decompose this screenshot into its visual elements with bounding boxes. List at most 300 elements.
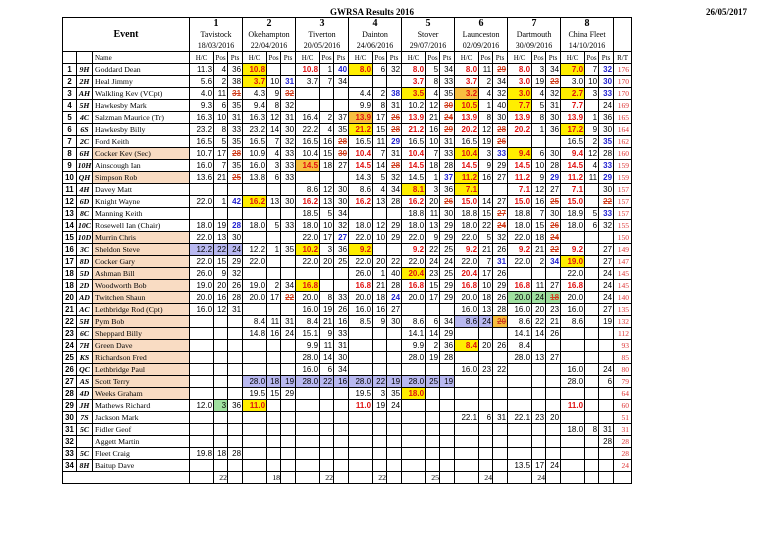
venue-8-pts-cell: 30: [599, 184, 614, 196]
venue-4-hc-cell: 16.2: [349, 196, 373, 208]
venue-2-pos-cell: [267, 64, 281, 76]
venue-4-pts-cell: [387, 424, 402, 436]
venue-2-pos-cell: [267, 304, 281, 316]
venue-name: China Fleet: [568, 30, 606, 39]
venue-3-pos-cell: 4: [320, 124, 334, 136]
venue-4-hc-cell: [349, 412, 373, 424]
venue-1-pos-cell: [214, 184, 228, 196]
venue-4-pos-cell: 8: [373, 100, 387, 112]
venue-7-pts-cell: 24: [546, 232, 561, 244]
venue-6-pos-cell: 24: [479, 316, 493, 328]
venue-6-hc-cell: 3.7: [455, 76, 479, 88]
position-cell: 6: [63, 124, 77, 136]
table-row: [63, 316, 632, 328]
venue-7-pts-cell: 30: [546, 148, 561, 160]
venue-7-entrants-total: 24: [532, 472, 546, 484]
venue-5-hc-cell: 21.2: [402, 124, 426, 136]
venue-8-pos-cell: [585, 352, 599, 364]
venue-7-pts-cell: 28: [546, 160, 561, 172]
venue-1-hc-cell: 23.2: [190, 124, 214, 136]
venue-8-pos-cell: [585, 448, 599, 460]
venue-2-pts-cell: [281, 340, 296, 352]
player-name-cell: Davey Matt: [93, 184, 190, 196]
venue-1-pos-cell: 19: [214, 220, 228, 232]
venue-1-pts-cell: 32: [228, 268, 243, 280]
venue-7-pts-cell: 20: [546, 412, 561, 424]
venue-header-2: [243, 18, 296, 52]
venue-5-pos-cell: 2: [426, 340, 440, 352]
rt-total-cell: 140: [614, 292, 632, 304]
handicap-code-cell: 8D: [77, 256, 93, 268]
hc-header: H/C: [243, 52, 267, 64]
venue-3-hc-cell: [296, 400, 320, 412]
venue-1-pts-cell: [228, 184, 243, 196]
venue-5-pts-cell: 29: [440, 124, 455, 136]
venue-7-pos-cell: 4: [532, 88, 546, 100]
table-row: [63, 112, 632, 124]
venue-3-pos-cell: 8: [320, 292, 334, 304]
venue-5-hc-cell: 20.4: [402, 268, 426, 280]
venue-4-pts-cell: [387, 352, 402, 364]
venue-1-pos-cell: [214, 208, 228, 220]
handicap-code-cell: AS: [77, 376, 93, 388]
venue-2-pts-cell: 32: [281, 100, 296, 112]
hc-header: H/C: [561, 52, 585, 64]
venue-2-pts-cell: 33: [281, 220, 296, 232]
venue-5-pos-cell: [426, 364, 440, 376]
venue-4-pos-cell: 17: [373, 112, 387, 124]
venue-4-pts-cell: [387, 448, 402, 460]
venue-2-pts-cell: [281, 232, 296, 244]
venue-2-pts-cell: [281, 268, 296, 280]
venue-6-hc-cell: 16.0: [455, 364, 479, 376]
venue-2-pts-cell: [281, 436, 296, 448]
venue-1-pts-cell: [228, 328, 243, 340]
venue-number: 7: [531, 18, 537, 29]
table-row: [63, 424, 632, 436]
venue-1-pts-cell: [228, 208, 243, 220]
venue-header-row: [63, 18, 632, 52]
handicap-code-cell: KS: [77, 352, 93, 364]
venue-7-pts-cell: 30: [546, 208, 561, 220]
venue-1-pos-cell: [214, 364, 228, 376]
venue-2-hc-cell: 9.4: [243, 100, 267, 112]
venue-2-hc-cell: 4.3: [243, 88, 267, 100]
venue-7-hc-cell: 8.0: [508, 64, 532, 76]
venue-5-hc-cell: 10.2: [402, 100, 426, 112]
venue-4-hc-cell: [349, 352, 373, 364]
venue-3-pts-cell: [334, 400, 349, 412]
venue-7-pts-cell: [546, 268, 561, 280]
rt-total-cell: 149: [614, 244, 632, 256]
venue-2-hc-cell: [243, 436, 267, 448]
handicap-code-cell: 10H: [77, 160, 92, 170]
venue-5-pos-cell: [426, 388, 440, 400]
venue-2-pts-cell: 29: [281, 388, 296, 400]
venue-1-hc-cell: [190, 412, 214, 424]
player-name-cell: Sheppard Billy: [93, 328, 190, 340]
venue-6-hc-cell: 8.4: [455, 340, 479, 352]
venue-8-hc-cell: 16.5: [561, 136, 585, 148]
venue-3-pts-cell: 34: [334, 76, 349, 88]
hc-header: H/C: [190, 52, 214, 64]
position-cell: 21: [63, 304, 77, 316]
venue-6-hc-cell: 15.0: [455, 196, 479, 208]
venue-1-pts-cell: [228, 460, 243, 472]
venue-5-pos-cell: [426, 448, 440, 460]
venue-1-pts-cell: 28: [228, 220, 243, 232]
venue-4-hc-cell: [349, 340, 373, 352]
venue-5-pos-cell: 11: [426, 208, 440, 220]
venue-6-pos-cell: 10: [479, 280, 493, 292]
venue-5-pos-cell: 6: [426, 316, 440, 328]
venue-6-pts-cell: [493, 388, 508, 400]
venue-3-pts-cell: 28: [334, 136, 349, 148]
venue-1-pts-cell: 31: [228, 112, 243, 124]
venue-4-pos-cell: [373, 448, 387, 460]
venue-4-pts-cell: 28: [387, 196, 402, 208]
venue-8-pos-cell: 10: [585, 76, 599, 88]
venue-7-pts-cell: 36: [546, 124, 561, 136]
venue-5-hc-cell: 14.1: [402, 328, 426, 340]
player-name-cell: Goddard Dean: [93, 64, 190, 76]
venue-6-pts-cell: [493, 352, 508, 364]
venue-2-pos-cell: 17: [267, 292, 281, 304]
venue-1-pos-cell: 5: [214, 136, 228, 148]
venue-8-hc-cell: 16.0: [561, 364, 585, 376]
handicap-code-cell: 5H: [77, 100, 93, 112]
venue-3-pos-cell: 18: [320, 160, 334, 172]
venue-6-pts-cell: [493, 424, 508, 436]
venue-4-hc-cell: 28.0: [349, 376, 373, 388]
venue-7-pos-cell: [532, 364, 546, 376]
venue-6-pts-cell: [493, 460, 508, 472]
venue-6-hc-cell: 22.0: [455, 232, 479, 244]
venue-1-pts-cell: 28: [228, 292, 243, 304]
position-cell: 20: [63, 292, 77, 304]
venue-7-pts-cell: [546, 436, 561, 448]
rt-total-cell: 60: [614, 400, 632, 412]
venue-8-hc-cell: 7.0: [561, 64, 585, 76]
rt-total-cell: 28: [614, 448, 632, 460]
venue-6-hc-cell: 8.6: [455, 316, 479, 328]
page-title: GWRSA Results 2016: [330, 7, 415, 17]
venue-5-pos-cell: 14: [426, 328, 440, 340]
venue-7-pts-cell: [546, 388, 561, 400]
venue-2-pos-cell: 16: [267, 328, 281, 340]
table-row: [63, 460, 632, 472]
venue-7-hc-cell: [508, 436, 532, 448]
venue-2-pos-cell: [267, 448, 281, 460]
venue-4-pts-cell: 29: [387, 136, 402, 148]
venue-7-hc-cell: 18.8: [508, 208, 532, 220]
venue-name: Tiverton: [308, 30, 336, 39]
venue-5-hc-cell: 22.0: [402, 232, 426, 244]
venue-4-pts-cell: [387, 340, 402, 352]
venue-2-pos-cell: 12: [267, 112, 281, 124]
venue-4-pos-cell: 20: [373, 256, 387, 268]
venue-1-pts-cell: [228, 364, 243, 376]
handicap-code-cell: 2H: [77, 76, 93, 88]
venue-8-pts-cell: [599, 448, 614, 460]
venue-7-pts-cell: 30: [546, 112, 561, 124]
venue-3-pos-cell: 21: [320, 316, 334, 328]
venue-3-hc-cell: [296, 436, 320, 448]
totals-spacer: [334, 472, 349, 484]
venue-1-pos-cell: 4: [214, 64, 228, 76]
venue-4-hc-cell: 13.9: [349, 112, 373, 124]
venue-8-hc-cell: 18.0: [561, 424, 585, 436]
venue-7-hc-cell: 20.0: [508, 292, 532, 304]
venue-1-pts-cell: 30: [228, 232, 243, 244]
venue-4-pos-cell: 12: [373, 220, 387, 232]
venue-5-pts-cell: 29: [440, 280, 455, 292]
venue-1-entrants-total: 22: [214, 472, 228, 484]
venue-6-hc-cell: [455, 460, 479, 472]
player-name-cell: Heal Jimmy: [93, 76, 190, 88]
venue-6-hc-cell: 18.8: [455, 208, 479, 220]
venue-8-pts-cell: [599, 388, 614, 400]
venue-3-pts-cell: 31: [334, 340, 349, 352]
venue-5-pts-cell: 19: [440, 376, 455, 388]
venue-7-pos-cell: [532, 388, 546, 400]
venue-1-hc-cell: 12.2: [190, 244, 214, 256]
player-name-cell: Sheldon Steve: [93, 244, 190, 256]
venue-4-hc-cell: 21.2: [349, 124, 373, 136]
venue-7-pos-cell: 12: [532, 184, 546, 196]
rt-total-cell: 164: [614, 124, 632, 136]
venue-7-pts-cell: 27: [546, 352, 561, 364]
venue-5-pts-cell: 25: [440, 244, 455, 256]
venue-3-hc-cell: 16.2: [296, 196, 320, 208]
venue-1-hc-cell: 16.5: [190, 136, 214, 148]
venue-8-hc-cell: 22.0: [561, 268, 585, 280]
venue-8-hc-cell: [561, 328, 585, 340]
venue-header-7: [508, 18, 561, 52]
venue-2-pts-cell: [281, 448, 296, 460]
venue-5-pos-cell: 5: [426, 64, 440, 76]
venue-3-hc-cell: [296, 412, 320, 424]
pos-header: Pos: [427, 53, 438, 62]
rt-total-cell: 132: [614, 316, 632, 328]
venue-4-pts-cell: [387, 460, 402, 472]
venue-2-hc-cell: [243, 340, 267, 352]
venue-date: 14/10/2016: [568, 41, 606, 50]
venue-header-3: [296, 18, 349, 52]
venue-2-pos-cell: 5: [267, 220, 281, 232]
venue-2-hc-cell: 8.4: [243, 316, 267, 328]
handicap-code-cell: 5C: [77, 448, 93, 460]
venue-2-pos-cell: [267, 460, 281, 472]
table-row: [63, 160, 632, 172]
venue-5-hc-cell: 9.2: [402, 244, 426, 256]
position-cell: 11: [63, 184, 77, 196]
venue-3-hc-cell: 20.0: [296, 292, 320, 304]
venue-3-pts-cell: [334, 100, 349, 112]
venue-5-pts-cell: 24: [440, 256, 455, 268]
venue-5-hc-cell: 16.8: [402, 280, 426, 292]
venue-8-pos-cell: 9: [585, 124, 599, 136]
venue-6-pos-cell: 13: [479, 304, 493, 316]
venue-7-pts-cell: 23: [546, 76, 561, 88]
rt-total-cell: 31: [614, 424, 632, 436]
venue-4-pts-cell: 31: [387, 148, 402, 160]
venue-6-pts-cell: 28: [493, 124, 508, 136]
venue-3-hc-cell: 28.0: [296, 352, 320, 364]
rt-total-cell: 93: [614, 340, 632, 352]
handicap-code-cell: 2C: [77, 136, 93, 148]
venue-number: 8: [584, 18, 590, 29]
venue-3-hc-cell: 8.6: [296, 184, 320, 196]
venue-7-pts-cell: 31: [546, 100, 561, 112]
totals-spacer: [440, 472, 455, 484]
venue-1-pts-cell: 35: [228, 136, 243, 148]
venue-1-pos-cell: 8: [214, 124, 228, 136]
venue-8-pos-cell: 8: [585, 424, 599, 436]
venue-4-hc-cell: 19.5: [349, 388, 373, 400]
venue-2-pos-cell: [267, 364, 281, 376]
venue-1-pts-cell: 29: [228, 256, 243, 268]
venue-2-pos-cell: [267, 436, 281, 448]
venue-7-hc-cell: 7.1: [508, 184, 532, 196]
venue-7-hc-cell: 14.5: [508, 160, 532, 172]
venue-6-pos-cell: [479, 388, 493, 400]
rt-total-cell: 24: [614, 460, 632, 472]
rt-total-cell: 159: [614, 172, 632, 184]
venue-3-hc-cell: 15.1: [296, 328, 320, 340]
venue-1-pts-cell: [228, 376, 243, 388]
venue-number: 3: [319, 18, 325, 29]
venue-4-pts-cell: [387, 436, 402, 448]
venue-3-pts-cell: 40: [334, 64, 349, 76]
venue-5-pts-cell: 36: [440, 340, 455, 352]
table-row: [63, 172, 632, 184]
venue-5-pos-cell: [426, 436, 440, 448]
venue-8-pts-cell: 32: [599, 220, 614, 232]
venue-3-pos-cell: 20: [320, 256, 334, 268]
venue-6-pts-cell: 20: [493, 316, 508, 328]
venue-6-pos-cell: 16: [479, 172, 493, 184]
venue-7-pos-cell: 2: [532, 256, 546, 268]
venue-8-pos-cell: 5: [585, 208, 599, 220]
venue-2-pos-cell: 6: [267, 172, 281, 184]
venue-3-pos-cell: [320, 88, 334, 100]
venue-3-hc-cell: 16.5: [296, 136, 320, 148]
player-name-cell: Richardson Fred: [93, 352, 190, 364]
venue-6-hc-cell: [455, 448, 479, 460]
venue-name: Dartmouth: [516, 30, 552, 39]
position-cell: 34: [63, 460, 77, 472]
venue-8-pos-cell: [585, 232, 599, 244]
venue-4-hc-cell: 22.0: [349, 256, 373, 268]
venue-5-pts-cell: [440, 304, 455, 316]
venue-name: Okehampton: [248, 30, 290, 39]
venue-3-pts-cell: [334, 460, 349, 472]
venue-5-hc-cell: 18.0: [402, 220, 426, 232]
table-row: [63, 436, 632, 448]
table-row: [63, 124, 632, 136]
venue-4-hc-cell: 20.0: [349, 292, 373, 304]
venue-1-hc-cell: [190, 436, 214, 448]
venue-3-pts-cell: 27: [334, 232, 349, 244]
venue-8-hc-cell: 19.0: [561, 256, 585, 268]
player-name-cell: Baitup Dave: [93, 460, 190, 472]
venue-2-hc-cell: [243, 208, 267, 220]
venue-2-hc-cell: [243, 448, 267, 460]
rt-total-cell: 159: [614, 160, 632, 172]
venue-7-pos-cell: 6: [532, 148, 546, 160]
handicap-code-cell: 5C: [77, 424, 93, 436]
venue-5-hc-cell: [402, 436, 426, 448]
venue-6-pos-cell: 19: [479, 136, 493, 148]
venue-1-pts-cell: 36: [228, 400, 243, 412]
position-cell: 28: [63, 388, 77, 400]
venue-1-pts-cell: 24: [228, 244, 243, 256]
venue-7-hc-cell: 28.0: [508, 352, 532, 364]
handicap-code-cell: AC: [77, 304, 93, 316]
venue-6-pts-cell: 28: [493, 304, 508, 316]
venue-3-pos-cell: 1: [320, 64, 334, 76]
venue-4-pos-cell: [373, 424, 387, 436]
venue-1-hc-cell: [190, 460, 214, 472]
venue-4-pos-cell: [373, 460, 387, 472]
venue-4-hc-cell: 11.0: [349, 400, 373, 412]
venue-3-hc-cell: 16.0: [296, 304, 320, 316]
rt-total-cell: 147: [614, 256, 632, 268]
venue-3-pts-cell: 35: [334, 124, 349, 136]
position-cell: 29: [63, 400, 77, 412]
venue-3-pos-cell: 2: [320, 112, 334, 124]
venue-1-pos-cell: 13: [214, 232, 228, 244]
venue-2-pos-cell: 1: [267, 244, 281, 256]
venue-6-pts-cell: 26: [493, 244, 508, 256]
venue-3-pos-cell: 14: [320, 352, 334, 364]
venue-3-pts-cell: 16: [334, 376, 349, 388]
venue-6-pts-cell: 34: [493, 76, 508, 88]
venue-2-pos-cell: 9: [267, 88, 281, 100]
position-cell: 30: [63, 412, 77, 424]
venue-6-pos-cell: [479, 424, 493, 436]
venue-8-pos-cell: [585, 412, 599, 424]
venue-2-pts-cell: 24: [281, 328, 296, 340]
venue-date: 30/09/2016: [515, 41, 553, 50]
position-cell: 27: [63, 376, 77, 388]
venue-5-pos-cell: [426, 400, 440, 412]
pts-header: Pts: [493, 52, 508, 64]
table-row: [63, 292, 632, 304]
venue-8-pts-cell: 27: [599, 256, 614, 268]
venue-2-hc-cell: [243, 412, 267, 424]
handicap-code-cell: 7S: [77, 412, 93, 424]
venue-3-hc-cell: 18.5: [296, 208, 320, 220]
venue-1-pts-cell: [228, 424, 243, 436]
venue-4-pts-cell: [387, 364, 402, 376]
venue-4-pos-cell: 4: [373, 184, 387, 196]
venue-2-pts-cell: [281, 304, 296, 316]
venue-1-pts-cell: 26: [228, 280, 243, 292]
venue-3-pts-cell: 26: [334, 304, 349, 316]
venue-7-hc-cell: [508, 400, 532, 412]
totals-spacer: [546, 472, 561, 484]
venue-2-hc-cell: 16.2: [243, 196, 267, 208]
venue-4-pos-cell: [373, 364, 387, 376]
venue-6-hc-cell: 10.5: [455, 100, 479, 112]
venue-4-pos-cell: 3: [373, 388, 387, 400]
venue-6-hc-cell: [455, 352, 479, 364]
venue-4-pos-cell: [373, 244, 387, 256]
pts-header: Pts: [440, 52, 455, 64]
player-name-cell: Fidler Geof: [93, 424, 190, 436]
